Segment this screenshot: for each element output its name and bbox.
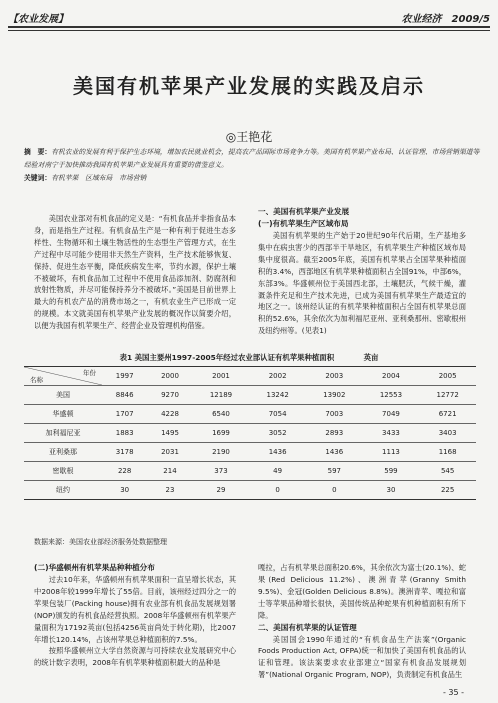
table-cell: 49 xyxy=(249,462,306,481)
section-label: 【农业发展】 xyxy=(8,14,68,25)
table-cell: 0 xyxy=(249,481,306,500)
table-cell: 1883 xyxy=(102,424,147,443)
page-number: - 35 - xyxy=(442,688,464,697)
body-paragraph: 嘎拉，占有机苹果总面积20.6%，其余依次为富士(20.1%)、蛇果(Red Delicious 11.2%)、澳洲青苹(Granny Smith 9.5%)、金冠(Golden Delicious 8.8%)。澳洲青苹、嘎拉和富士等苹果品种增长很快，美国传统品种蛇果有机种植面积有所下降。 xyxy=(258,563,466,620)
row-name: 加利福尼亚 xyxy=(24,424,102,443)
intro-paragraph: 美国农业部对有机食品的定义是：“有机食品并非指食品本身，而是指生产过程。有机食品生产是一种有利于促进生态多样性、生物循环和土壤生物活性的生态型生产管理方式，在生产过程中尽可能少使用非天然生产资料，生产技术能够恢复、保持、促进生态平衡，降低疾病发生率，节约水源，保护土壤不被破坏，有机食品加工过程中不使用食品添加剂、防腐剂和放射性物质，并尽可能保持养分不被破坏。”美国是目前世界上最大的有机农产品的消费市场之一，有机农业生产已形成一定的规模。本文就美国有机苹果产业发展的概况作以简要介绍，以便为我国有机苹果生产、经营企业及管理机构借鉴。 xyxy=(34,214,236,331)
row-name: 美国 xyxy=(24,386,102,405)
table-cell: 6721 xyxy=(419,405,476,424)
table-cell: 599 xyxy=(363,462,420,481)
body-paragraph: 过去10年来，华盛顿州有机苹果面积一直呈增长状态，其中2008年较1999年增长了55倍。目前，该州经过四分之一的苹果包装厂(Packing house)拥有农业部有机食品发展规划署(NOP)颁发的有机食品经营执照。2008年华盛顿州有机苹果产量面积为17192英亩(包括4256英亩尚处于转化期)，比2007年增长120.14%，占该州苹果总种植面积的7.5%。 xyxy=(34,575,236,644)
table-cell: 2031 xyxy=(147,443,192,462)
table-cell: 597 xyxy=(306,462,363,481)
variety-column xyxy=(34,562,236,669)
year-header: 1997 xyxy=(102,367,147,386)
row-name: 华盛顿 xyxy=(24,405,102,424)
subsection-heading: (二)华盛顿州有机苹果品种种植分布 xyxy=(34,563,155,572)
table-cell: 23 xyxy=(147,481,192,500)
row-name: 密歇根 xyxy=(24,462,102,481)
table-cell: 1168 xyxy=(419,443,476,462)
year-header: 2001 xyxy=(193,367,250,386)
section-one-column xyxy=(258,206,466,337)
table-cell: 8846 xyxy=(102,386,147,405)
year-header: 2004 xyxy=(363,367,420,386)
row-name: 纽约 xyxy=(24,481,102,500)
journal-label: 农业经济 2009/5 xyxy=(401,14,490,25)
table-row xyxy=(24,443,476,462)
intro-column xyxy=(34,213,236,332)
table-cell: 13902 xyxy=(306,386,363,405)
article-title: 美国有机苹果产业发展的实践及启示 xyxy=(73,74,425,98)
table-row xyxy=(24,405,476,424)
table-cell: 1113 xyxy=(363,443,420,462)
table-cell: 1707 xyxy=(102,405,147,424)
acreage-table xyxy=(24,366,476,500)
table-corner-cell xyxy=(24,367,102,386)
certification-column xyxy=(258,562,466,681)
table-cell: 1436 xyxy=(249,443,306,462)
year-header: 2002 xyxy=(249,367,306,386)
keywords-text: 有机苹果 区域布局 市场营销 xyxy=(51,174,147,182)
subsection-heading: (一)有机苹果生产区域布局 xyxy=(258,219,349,228)
table-row xyxy=(24,481,476,500)
table-cell: 30 xyxy=(363,481,420,500)
body-paragraph: 美国国会1990年通过的“有机食品生产法案”(Organic Foods Production Act, OFPA)统一和加快了美国有机食品的认证和管理。该法案要求农业部建立“国家有机食品发展规划署”(National Organic Program, NOP)，负责制定有机食品生 xyxy=(258,634,466,680)
table-row xyxy=(24,424,476,443)
table-cell: 2893 xyxy=(306,424,363,443)
table-cell: 6540 xyxy=(193,405,250,424)
header-rule xyxy=(8,26,490,31)
keywords xyxy=(24,172,484,184)
table-cell: 3403 xyxy=(419,424,476,443)
year-header: 2000 xyxy=(147,367,192,386)
table-cell: 3433 xyxy=(363,424,420,443)
section-heading: 一、美国有机苹果产业发展 xyxy=(258,207,350,216)
section-heading: 二、美国有机苹果的认证管理 xyxy=(258,622,357,632)
table-cell: 12553 xyxy=(363,386,420,405)
table-cell: 4228 xyxy=(147,405,192,424)
body-paragraph: 美国有机苹果的生产始于20世纪90年代后期，生产基地多集中在病虫害少的西部半干旱地区，有机苹果生产种植区域布局集中度很高。截至2005年底，美国有机苹果占全国苹果种植面积的3.4%，西部地区有机苹果种植面积占全国91%，中部6%，东部3%。华盛顿州位于美国西北部，土壤肥沃，气候干燥，灌溉条件充足和生产技术先进，已成为美国有机苹果生产最适宜的地区之一。该州经认证的有机苹果种植面积占全国有机苹果总面积的52.6%，其余依次为加利福尼亚州、亚利桑那州、密歇根州及纽约州等。(见表1) xyxy=(258,231,466,336)
table-cell: 225 xyxy=(419,481,476,500)
table-cell: 7003 xyxy=(306,405,363,424)
body-paragraph: 按照华盛顿州立大学自然资源与可持续农业发展研究中心的统计数字表明，2008年有机苹果种植面积最大的品种是 xyxy=(34,646,236,668)
table-cell: 1495 xyxy=(147,424,192,443)
table-cell: 12189 xyxy=(193,386,250,405)
table-cell: 0 xyxy=(306,481,363,500)
abstract-label: 摘 要： xyxy=(24,148,52,156)
table-row xyxy=(24,462,476,481)
abstract xyxy=(24,146,484,171)
table-header-row xyxy=(24,367,476,386)
running-header xyxy=(8,8,490,30)
table-cell: 12772 xyxy=(419,386,476,405)
keywords-label: 关键词： xyxy=(24,174,52,182)
abstract-text: 有机农业的发展有利于保护生态环境，增加农民就业机会，提高农产品国际市场竞争力等。美国有机苹果产业布局、认证管理、市场营销渠道等经验对南宁于加快推动我国有机苹果产业发展具有重要的借鉴意义。 xyxy=(24,148,480,169)
corner-name-label: 名称 xyxy=(30,376,43,384)
table-cell: 13242 xyxy=(249,386,306,405)
table-cell: 1699 xyxy=(193,424,250,443)
corner-year-label: 年份 xyxy=(83,369,96,377)
table-cell: 29 xyxy=(193,481,250,500)
table-cell: 2190 xyxy=(193,443,250,462)
table-cell: 9270 xyxy=(147,386,192,405)
table-cell: 7054 xyxy=(249,405,306,424)
table-cell: 373 xyxy=(193,462,250,481)
year-header: 2005 xyxy=(419,367,476,386)
table-row xyxy=(24,386,476,405)
table-cell: 1436 xyxy=(306,443,363,462)
row-name: 亚利桑那 xyxy=(24,443,102,462)
table-cell: 3052 xyxy=(249,424,306,443)
table-cell: 7049 xyxy=(363,405,420,424)
table-cell: 30 xyxy=(102,481,147,500)
table-source-note: 数据来源：美国农业部经济服务处数据整理 xyxy=(34,538,167,546)
table-cell: 214 xyxy=(147,462,192,481)
article-author: ◎王艳花 xyxy=(225,130,273,144)
table-cell: 545 xyxy=(419,462,476,481)
table-cell: 228 xyxy=(102,462,147,481)
table-cell: 3178 xyxy=(102,443,147,462)
year-header: 2003 xyxy=(306,367,363,386)
table-caption: 表1 美国主要州1997-2005年经过农业部认证有机苹果种植面积 英亩 xyxy=(119,353,379,362)
